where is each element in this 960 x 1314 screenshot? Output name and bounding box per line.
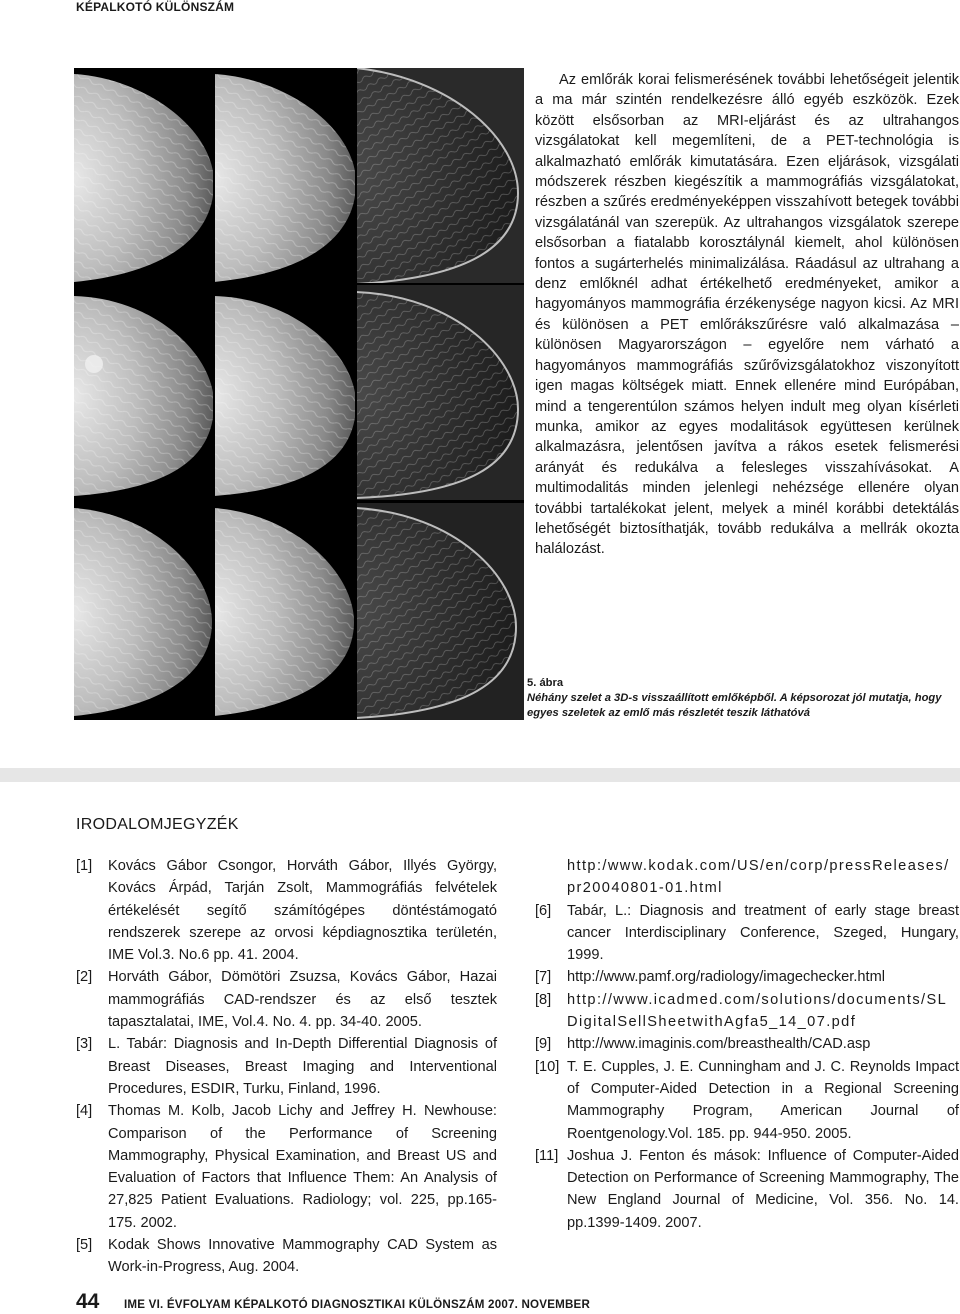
page-number: 44 bbox=[76, 1290, 100, 1313]
reference-item bbox=[535, 1056, 959, 1145]
reference-number: [8] bbox=[535, 991, 552, 1008]
reference-link[interactable]: http://www.icadmed.com/solutions/documents/SLDigitalSellSheetwithAgfa5_14_07.pdf bbox=[567, 991, 948, 1031]
reference-number: [2] bbox=[76, 969, 93, 986]
reference-item bbox=[535, 900, 959, 967]
reference-text: L. Tabár: Diagnosis and In-Depth Differential Diagnosis of Breast Diseases, Breast Imaging and Interventional Procedures, ESDIR, Turku, Finland, 1996. bbox=[108, 1036, 497, 1097]
reference-item bbox=[76, 1234, 497, 1279]
reference-text: Tabár, L.: Diagnosis and treatment of early stage breast cancer Interdisciplinary Conference, Szeged, Hungary, 1999. bbox=[567, 902, 959, 964]
reference-continuation bbox=[535, 855, 959, 900]
section-divider bbox=[0, 768, 960, 782]
section-label: KÉPALKOTÓ KÜLÖNSZÁM bbox=[76, 0, 235, 14]
references-left-column bbox=[76, 855, 497, 1279]
references-right-column bbox=[535, 855, 959, 1234]
reference-number: [10] bbox=[535, 1058, 560, 1075]
reference-item bbox=[535, 989, 959, 1034]
journal-footer: IME VI. ÉVFOLYAM KÉPALKOTÓ DIAGNOSZTIKAI KÜLÖNSZÁM 2007. NOVEMBER bbox=[124, 1298, 591, 1311]
mammography-figure bbox=[74, 68, 524, 720]
reference-item bbox=[535, 1145, 959, 1234]
body-paragraph bbox=[535, 70, 959, 560]
body-paragraph-text: Az emlőrák korai felismerésének további lehetőségeit jelentik a ma már szintén rendelkezésre álló egyéb eszközök. Ezek között elsősorban az MRI-eljárást és az ultrahangos vizsgálatokat kell megemlíteni, de a PET-technológia is alkalmazható emlőrák kimutatására. Ezen eljárások, vizsgálati módszerek részben kiegészítik a mammográfiás vizsgálatokat, részben a szűrés eredményeképpen visszahívott betegek további vizsgálatánál van szerepük. Az ultrahangos vizsgálatok szerepe elsősorban a fiatalabb korosztálynál kiemelt, ahol különösen fontos a sugárterhelés minimalizálása. Ráadásul az ultrahang a denz emlőknél adhat értékelhető eredményeket, amikor a hagyományos mammográfia érzékenysége nagyon kicsi. Az MRI és különösen a PET emlőrákszűrésre való alkalmazása – különösen Magyarországon – egyelőre nem várható a hagyományos mammográfiás szűrővizsgálatokhoz viszonyított igen magas költségek miatt. Ennek ellenére mind Európában, mind a tengerentúlon számos helyen indult meg olyan kísérleti munka, amikor az egyes modalitások együttesen kerülnek alkalmazásra, jelentősen javítva a rákos esetek felismerési arányát és redukálva a felesleges visszahívásokat. A multimodalitás minden jelenlegi nehézsége ellenére olyan további tartalékokat jelent, melyek a minél korábbi detektálás lehetőségét biztosíthatják, tovább redukálva a mellrák okozta halálozást. bbox=[535, 72, 959, 558]
reference-number: [5] bbox=[76, 1237, 93, 1254]
slice-r3c3 bbox=[356, 502, 524, 720]
reference-item bbox=[76, 855, 497, 966]
reference-text: Thomas M. Kolb, Jacob Lichy and Jeffrey H. Newhouse: Comparison of the Performance of Screening Mammography, Physical Examination, and Breast US and Evaluation of Factors that Influence Them: An Analysis of 27,825 Patient Evaluations. Radiology; vol. 225, pp.165-175. 2002. bbox=[108, 1103, 497, 1231]
reference-number: [7] bbox=[535, 969, 552, 986]
reference-continuation-link[interactable]: http:/www.kodak.com/US/en/corp/pressReleases/pr20040801-01.html bbox=[567, 858, 950, 897]
reference-number: [6] bbox=[535, 902, 552, 919]
reference-text: Joshua J. Fenton és mások: Influence of Computer-Aided Detection on Performance of Screening Mammography, The New England Journal of Medicine, Vol. 356. No. 14. pp.1399-1409. 2007. bbox=[567, 1147, 959, 1231]
reference-text: T. E. Cupples, J. E. Cunningham and J. C. Reynolds Impact of Computer-Aided Detection in a Regional Screening Mammography Program, American Journal of Roentgenology.Vol. 185. pp. 944-950. 2005. bbox=[567, 1058, 959, 1142]
reference-text: Horváth Gábor, Dömötöri Zsuzsa, Kovács Gábor, Hazai mammográfiás CAD-rendszer és az első tesztek tapasztalatai, IME, Vol.4. No. 4. pp. 34-40. 2005. bbox=[108, 969, 497, 1031]
slice-r2c3 bbox=[356, 284, 524, 500]
figure-caption bbox=[527, 676, 959, 721]
reference-item bbox=[535, 966, 959, 988]
slice-r1c3 bbox=[356, 68, 524, 284]
reference-number: [3] bbox=[76, 1036, 93, 1053]
references-heading: IRODALOMJEGYZÉK bbox=[76, 816, 239, 833]
reference-link[interactable]: http://www.pamf.org/radiology/imagechecker.html bbox=[567, 969, 885, 986]
reference-item bbox=[76, 1033, 497, 1100]
reference-text: Kodak Shows Innovative Mammography CAD System as Work-in-Progress, Aug. 2004. bbox=[108, 1237, 497, 1276]
reference-number: [1] bbox=[76, 858, 93, 874]
reference-number: [4] bbox=[76, 1103, 93, 1120]
reference-number: [9] bbox=[535, 1036, 552, 1053]
reference-link[interactable]: http://www.imaginis.com/breasthealth/CAD.asp bbox=[567, 1036, 871, 1053]
reference-item bbox=[76, 966, 497, 1033]
reference-number: [11] bbox=[535, 1147, 559, 1164]
reference-text: Kovács Gábor Csongor, Horváth Gábor, Illyés György, Kovács Árpád, Tarján Zsolt, Mammográfiás felvételek értékelését segítő számítógépes döntéstámogató rendszerek szerepe az orvosi képdiagnosztika területén, IME Vol.3. No.6 pp. 41. 2004. bbox=[108, 858, 497, 964]
reference-item bbox=[535, 1033, 959, 1055]
figure-caption-text: Néhány szelet a 3D-s visszaállított emlőképből. A képsorozat jól mutatja, hogy egyes szeletek az emlő más részletét teszik láthatóvá bbox=[527, 692, 942, 719]
figure-caption-number: 5. ábra bbox=[527, 677, 564, 689]
reference-item bbox=[76, 1100, 497, 1234]
